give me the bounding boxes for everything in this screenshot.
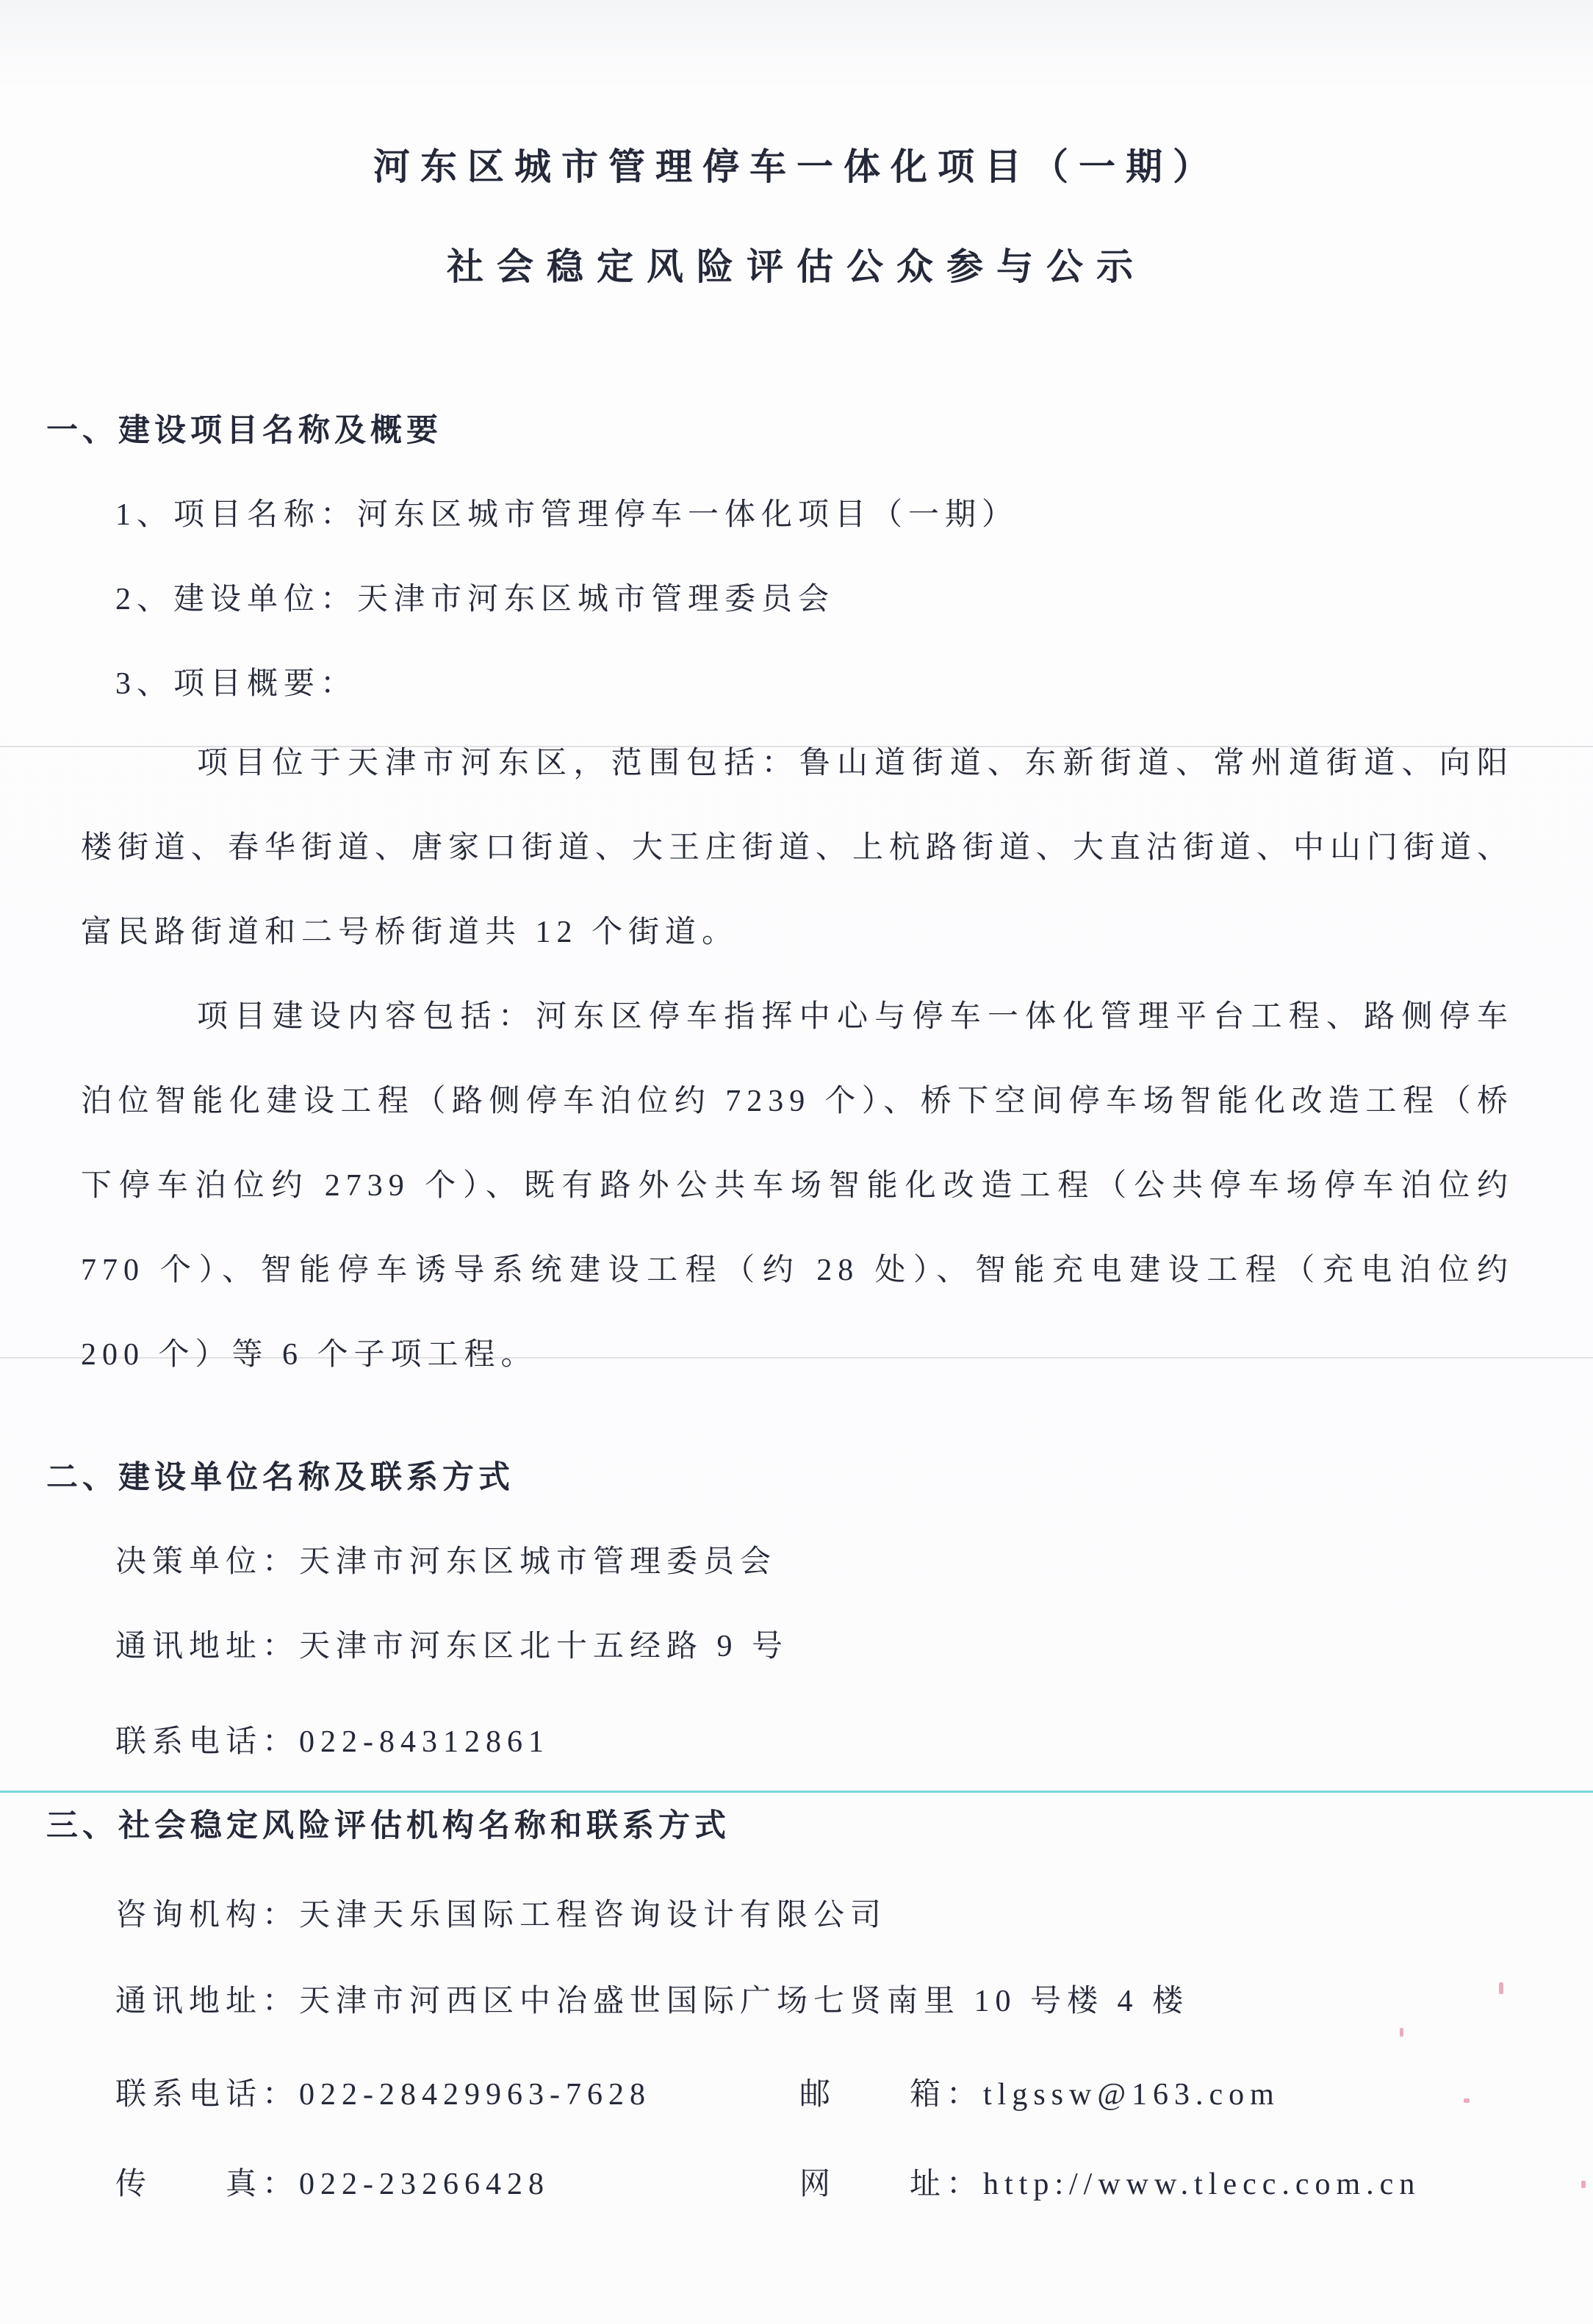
agency-website-line: 网 址：http://www.tlecc.com.cn xyxy=(799,2167,1421,2201)
consulting-agency-line: 咨询机构：天津天乐国际工程咨询设计有限公司 xyxy=(115,1899,888,1932)
agency-email-line: 邮 箱：tlgssw@163.com xyxy=(799,2078,1280,2112)
decision-unit-line: 决策单位：天津市河东区城市管理委员会 xyxy=(115,1545,777,1579)
page-title-line-1: 河东区城市管理停车一体化项目（一期） xyxy=(373,146,1220,187)
agency-address-line: 通讯地址：天津市河西区中冶盛世国际广场七贤南里 10 号楼 4 楼 xyxy=(115,1985,1190,2018)
ink-speck-artifact xyxy=(1499,1982,1503,1994)
contact-phone-line: 联系电话：022-84312861 xyxy=(115,1725,550,1759)
ink-speck-artifact xyxy=(1581,2181,1586,2188)
mailing-address-line: 通讯地址：天津市河东区北十五经路 9 号 xyxy=(115,1630,789,1663)
agency-phone-line: 联系电话：022-28429963-7628 xyxy=(115,2078,651,2112)
agency-fax-line: 传 真：022-23266428 xyxy=(115,2167,550,2201)
ink-speck-artifact xyxy=(1400,2028,1403,2037)
project-name-item: 1、项目名称：河东区城市管理停车一体化项目（一期） xyxy=(115,498,1019,532)
divider-artifact-line xyxy=(0,1791,1593,1793)
project-content-paragraph: 项目建设内容包括：河东区停车指挥中心与停车一体化管理平台工程、路侧停车泊位智能化建设工程（路侧停车泊位约 7239 个）、桥下空间停车场智能化改造工程（桥下停车泊位约 2739 个）、既有路外公共车场智能化改造工程（公共停车场停车泊位约 770 个）、智能停车诱导系统建设工程（约 28 处）、智能充电建设工程（充电泊位约 200 个）等 6 个子项工程。 xyxy=(81,1000,1514,1372)
section-3-heading: 三、社会稳定风险评估机构名称和联系方式 xyxy=(46,1809,730,1843)
project-scope-paragraph: 项目位于天津市河东区，范围包括：鲁山道街道、东新街道、常州道街道、向阳楼街道、春华街道、唐家口街道、大王庄街道、上杭路街道、大直沽街道、中山门街道、富民路街道和二号桥街道共 12 个街道。 xyxy=(81,747,1514,949)
section-1-heading: 一、建设项目名称及概要 xyxy=(46,414,442,448)
section-2-heading: 二、建设单位名称及联系方式 xyxy=(46,1461,514,1495)
ink-speck-artifact xyxy=(1464,2098,1470,2103)
construction-unit-item: 2、建设单位：天津市河东区城市管理委员会 xyxy=(115,583,835,616)
project-summary-item: 3、项目概要： xyxy=(115,667,358,701)
page-title-line-2: 社会稳定风险评估公众参与公示 xyxy=(447,246,1146,287)
